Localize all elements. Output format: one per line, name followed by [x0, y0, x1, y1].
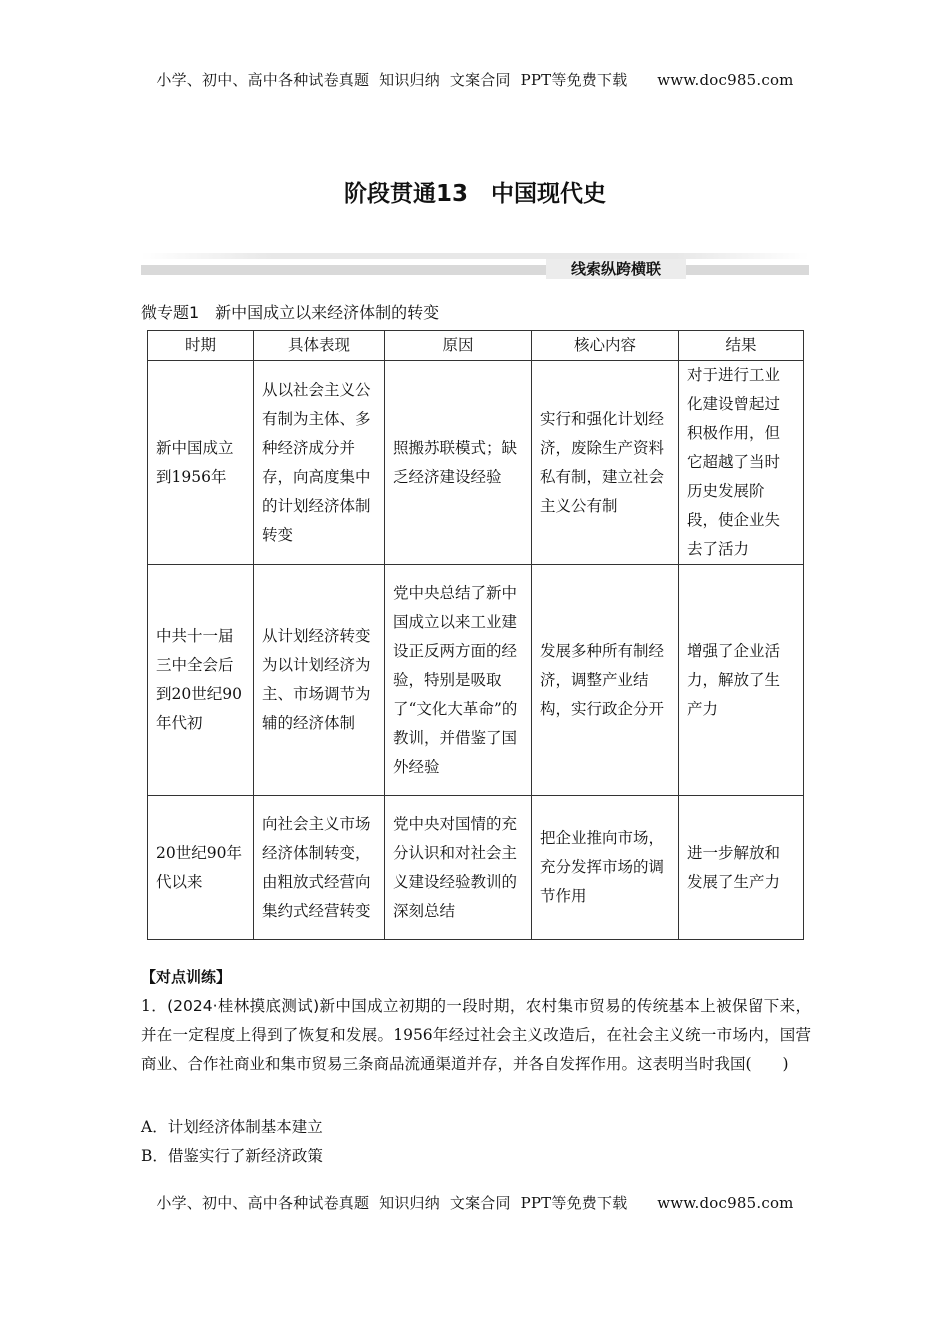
- page-footer: 小学、初中、高中各种试卷真题 知识归纳 文案合同 PPT等免费下载 www.doc985.com: [156, 1194, 794, 1212]
- question-text: 新中国成立初期的一段时期，农村集市贸易的传统基本上被保留下来，并在一定程度上得到了恢复和发展。1956年经过社会主义改造后，在社会主义统一市场内，国营商业、合作社商业和集市贸易三条商品流通渠道并存，并各自发挥作用。这表明当时我国( ): [141, 997, 811, 1073]
- section-banner: [141, 249, 809, 279]
- table-cell: 从计划经济转变为以计划经济为主、市场调节为辅的经济体制: [254, 565, 385, 796]
- table-cell: 增强了企业活力，解放了生产力: [679, 565, 804, 796]
- header-core-content: 核心内容: [532, 331, 679, 361]
- table-cell: 新中国成立到1956年: [148, 361, 254, 565]
- header-result: 结果: [679, 331, 804, 361]
- header-manifestation: 具体表现: [254, 331, 385, 361]
- question-1: [141, 992, 811, 1079]
- header-reason: 原因: [385, 331, 532, 361]
- banner-stripe-bottom: [141, 265, 809, 275]
- question-number: 1．: [141, 997, 168, 1015]
- table-row: [148, 796, 804, 940]
- option-a: A．计划经济体制基本建立: [141, 1118, 323, 1136]
- practice-label: 【对点训练】: [141, 968, 232, 986]
- table-cell: 照搬苏联模式；缺乏经济建设经验: [385, 361, 532, 565]
- table-row: [148, 361, 804, 565]
- table-cell: 向社会主义市场经济体制转变，由粗放式经营向集约式经营转变: [254, 796, 385, 940]
- table-cell: 发展多种所有制经济，调整产业结构，实行政企分开: [532, 565, 679, 796]
- table-row: [148, 565, 804, 796]
- table-cell: 把企业推向市场，充分发挥市场的调节作用: [532, 796, 679, 940]
- question-source: (2024·桂林摸底测试): [167, 997, 320, 1015]
- table-cell: 中共十一届三中全会后到20世纪90年代初: [148, 565, 254, 796]
- banner-stripe-top: [141, 253, 809, 259]
- page-title: 阶段贯通13 中国现代史: [343, 181, 606, 207]
- table-cell: 从以社会主义公有制为主体、多种经济成分并存，向高度集中的计划经济体制转变: [254, 361, 385, 565]
- economic-system-table: [147, 330, 804, 940]
- table-header-row: [148, 331, 804, 361]
- table-cell: 实行和强化计划经济，废除生产资料私有制，建立社会主义公有制: [532, 361, 679, 565]
- header-period: 时期: [148, 331, 254, 361]
- option-b: B．借鉴实行了新经济政策: [141, 1147, 323, 1165]
- table-cell: 进一步解放和发展了生产力: [679, 796, 804, 940]
- topic-subtitle: 微专题1 新中国成立以来经济体制的转变: [141, 303, 440, 322]
- table-cell: 党中央总结了新中国成立以来工业建设正反两方面的经验，特别是吸取了“文化大革命”的教训，并借鉴了国外经验: [385, 565, 532, 796]
- table-cell: 对于进行工业化建设曾起过积极作用，但它超越了当时历史发展阶段，使企业失去了活力: [679, 361, 804, 565]
- table-cell: 党中央对国情的充分认识和对社会主义建设经验教训的深刻总结: [385, 796, 532, 940]
- page-header: 小学、初中、高中各种试卷真题 知识归纳 文案合同 PPT等免费下载 www.doc985.com: [156, 71, 794, 89]
- table-cell: 20世纪90年代以来: [148, 796, 254, 940]
- banner-label: 线索纵跨横联: [546, 259, 686, 279]
